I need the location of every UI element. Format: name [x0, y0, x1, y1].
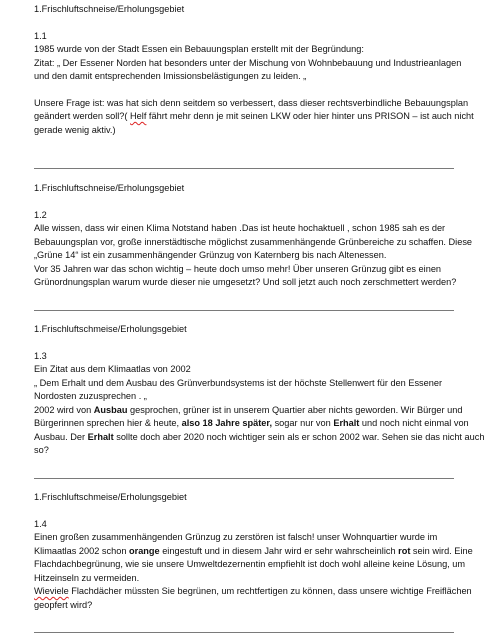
text-run: Flachdächer müssten Sie begrünen, um rechtfertigen zu können, dass unsere wichtige Freiflächen: [68, 586, 472, 596]
paragraph-line: [34, 431, 485, 445]
paragraph-line: und den damit entsprechenden Imissionsbelästigungen zu leiden. „: [34, 71, 307, 81]
paragraph-line: Alle wissen, dass wir einen Klima Notstand haben .Das ist heute hochaktuell , schon 1985 sah es der: [34, 223, 446, 233]
text-run: geändert werden soll?(: [34, 111, 131, 121]
text-run: Ausbau. Der: [34, 431, 88, 442]
paragraph-line: geopfert wird?: [34, 599, 93, 610]
section-1-2: [34, 182, 473, 290]
divider: [34, 478, 454, 479]
paragraph-line: so?: [34, 445, 49, 455]
paragraph-line: Einen großen zusammenhängenden Grünzug zu zerstören ist falsch! unser Wohnquartier wurde im: [34, 532, 438, 542]
bold-text: rot: [398, 545, 411, 556]
section-number: 1.1: [34, 30, 47, 41]
section-number: 1.4: [34, 518, 47, 529]
paragraph-line: „Grüne 14“ ist ein zusammenhängender Grünzug von Katernberg bis nach Altenessen.: [34, 250, 387, 260]
paragraph-line: Ein Zitat aus dem Klimaatlas von 2002: [34, 364, 191, 374]
paragraph-line: [34, 404, 464, 418]
bold-text: Erhalt: [333, 418, 360, 428]
text-run: und noch nicht einmal von: [359, 418, 469, 428]
paragraph-line: Vor 35 Jahren war das schon wichtig – heute doch umso mehr! Über unseren Grünzug gibt es einen: [34, 263, 442, 274]
paragraph-line: [34, 417, 469, 431]
bold-text: orange: [129, 545, 160, 556]
divider: [34, 168, 454, 169]
divider: [34, 632, 454, 633]
paragraph-line: Unsere Frage ist: was hat sich denn seitdem so verbessert, dass dieser rechtsverbindliche Bebauungsplan: [34, 97, 469, 108]
section-1-1: [34, 3, 474, 137]
text-run: Bürgerinnen sprechen hier & heute,: [34, 418, 182, 428]
text-run: gesprochen, grüner ist in unserem Quartier aber nichts geworden. Wir Bürger und: [127, 404, 463, 415]
divider: [34, 310, 454, 311]
paragraph-line: gerade wenig aktiv.): [34, 124, 116, 135]
text-run: sein wird. Eine: [410, 545, 473, 556]
text-run: 2002 wird von: [34, 404, 94, 415]
paragraph-line: Flachdachbegrünung, wie sie unsere Umweltdezernentin empfiehlt ist doch wohl alleine keine Lösung, um: [34, 559, 466, 569]
paragraph-line: [34, 545, 473, 559]
section-heading: 1.Frischluftschneise/Erholungsgebiet: [34, 4, 185, 14]
text-run: eingestuft und in diesem Jahr wird er sehr wahrscheinlich: [159, 545, 399, 556]
paragraph-line: Grünordnungsplan warum wurde dieser nie umgesetzt? Und soll jetzt auch noch zerschmettert werden?: [34, 277, 457, 287]
text-run: sollte doch aber 2020 noch wichtiger sein als er schon 2002 war. Sehen sie das nicht auch: [113, 431, 485, 442]
bold-text: also 18 Jahre später,: [181, 418, 273, 428]
text-run: fährt mehr denn je mit seinen LKW oder hier hinter uns PRISON – ist auch nicht: [146, 111, 474, 121]
misspelled-word: Wieviele: [34, 586, 69, 596]
text-run: sogar nur von: [272, 418, 334, 428]
section-1-3: [34, 323, 485, 458]
bold-text: Ausbau: [93, 404, 128, 415]
text-run: Klimaatlas 2002 schon: [34, 545, 129, 556]
bold-text: Erhalt: [87, 431, 114, 442]
paragraph-line: 1985 wurde von der Stadt Essen ein Bebauungsplan erstellt mit der Begründung:: [34, 44, 364, 54]
paragraph-line: Hitzeinseln zu vermeiden.: [34, 572, 140, 583]
section-heading: 1.Frischluftschmeise/Erholungsgebiet: [34, 492, 187, 502]
section-number: 1.3: [34, 350, 47, 361]
section-1-4: [34, 491, 473, 612]
paragraph-line: Nordosten zuzusprechen . „: [34, 391, 147, 401]
section-number: 1.2: [34, 209, 47, 220]
paragraph-line: Zitat: „ Der Essener Norden hat besonders unter der Mischung von Wohnbebauung und Industrieanlagen: [34, 57, 462, 68]
paragraph-line: Bebauungsplan vor, große innerstädtische möglichst zusammenhängende Grünbereiche zu schaffen. Diese: [34, 236, 473, 247]
section-heading: 1.Frischluftschneise/Erholungsgebiet: [34, 183, 185, 193]
paragraph-line: „ Dem Erhalt und dem Ausbau des Grünverbundsystems ist der höchste Stellenwert für den Essener: [34, 377, 443, 388]
misspelled-word: Helf: [130, 111, 147, 121]
section-heading: 1.Frischluftschmeise/Erholungsgebiet: [34, 324, 187, 334]
paragraph-line: [34, 110, 474, 124]
paragraph-line: [34, 585, 472, 599]
